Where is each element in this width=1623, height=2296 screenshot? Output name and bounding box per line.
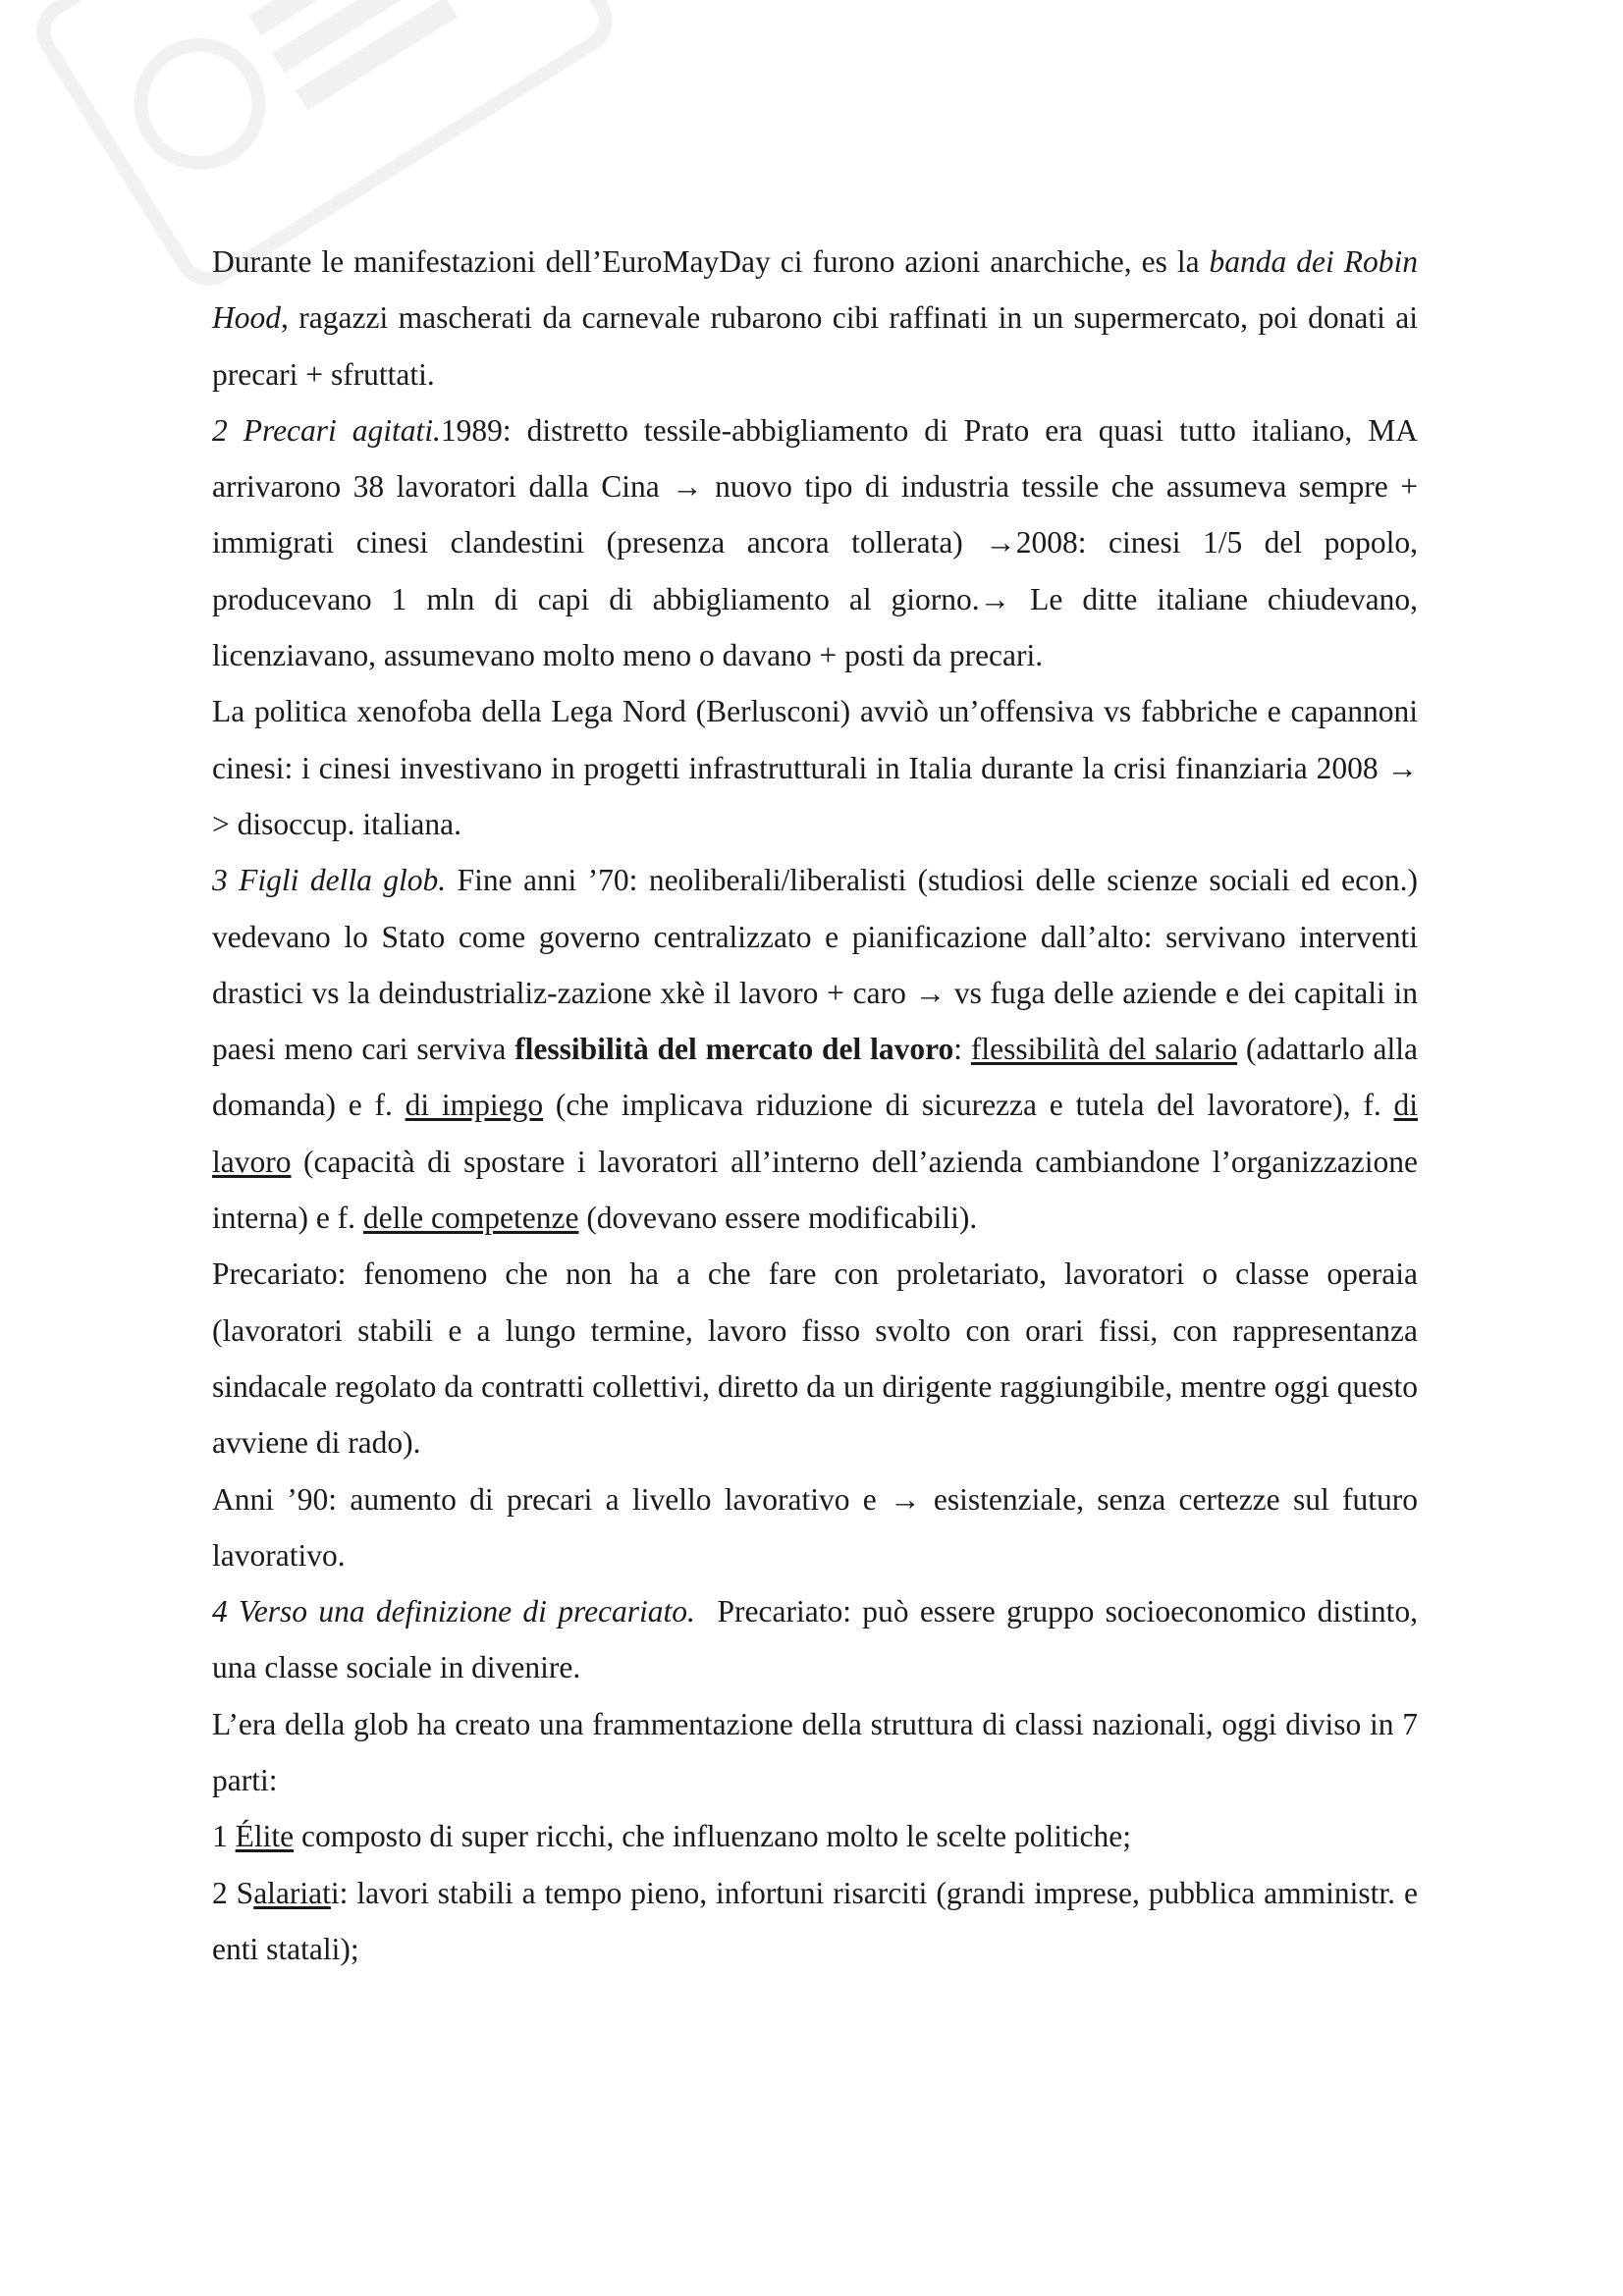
underlined-phrase: di impiego xyxy=(405,1088,544,1123)
paragraph xyxy=(212,1583,1426,1696)
document-body xyxy=(212,234,1426,1977)
paragraph-text: (capacità di spostare i lavoratori all’interno dell’azienda cambiandone l’organizzazione interna) e f. xyxy=(212,1144,1418,1236)
paragraph-text: (dovevano essere modificabili). xyxy=(578,1201,978,1236)
list-item xyxy=(212,1808,1418,1864)
italic-phrase: banda dei Robin Hood xyxy=(212,244,1418,336)
list-number: 2 S xyxy=(212,1875,254,1910)
paragraph-text: Anni ’90: aumento di precari a livello lavorativo e → esistenziale, senza certezze sul futuro lavorativo. xyxy=(212,1481,1418,1573)
paragraph-text: Precariato: fenomeno che non ha a che fare con proletariato, lavoratori o classe operaia (lavoratori stabili e a lungo termine, lavoro fisso svolto con orari fissi, con rappresentanza sindacale regolato da contratti collettivi, diretto da un dirigente raggiungibile, mentre oggi questo avviene di rado). xyxy=(212,1256,1418,1461)
paragraph-text: (adattarlo alla domanda) e f. xyxy=(212,1032,1418,1123)
paragraph-text: (che implicava riduzione di sicurezza e tutela del lavoratore), f. xyxy=(543,1088,1394,1123)
section-heading: 2 Precari agitati. xyxy=(212,412,441,448)
paragraph-text: Durante le manifestazioni dell’EuroMayDay ci furono azioni anarchiche, es la xyxy=(212,244,1210,279)
paragraph-text: L’era della glob ha creato una frammentazione della struttura di classi nazionali, oggi diviso in 7 parti: xyxy=(212,1706,1418,1798)
paragraph xyxy=(212,1471,1418,1584)
paragraph xyxy=(212,1696,1418,1809)
paragraph-text: : xyxy=(953,1032,971,1067)
paragraph-text: 1989: distretto tessile-abbigliamento di Prato era quasi tutto italiano, MA arrivarono 38 lavoratori dalla Cina → nuovo tipo di industria tessile che assumeva sempre + immigrati cinesi clandestini (presenza ancora tollerata) →2008: cinesi 1/5 del popolo, producevano 1 mln di capi di abbigliamento al giorno.→ Le ditte italiane chiudevano, licenziavano, assumevano molto meno o davano + posti da precari. xyxy=(212,412,1419,673)
section-heading: 3 Figli della glob. xyxy=(212,863,447,898)
paragraph xyxy=(212,234,1418,402)
paragraph xyxy=(212,852,1418,1246)
section-heading: 4 Verso una definizione di precariato. xyxy=(212,1594,695,1629)
paragraph-text: Fine anni ’70: neoliberali/liberalisti (studiosi delle scienze sociali ed econ.) vedevano lo Stato come governo centralizzato e pianificazione dall’alto: servivano interventi drastici vs la deindustrializ-zazione xkè il lavoro + caro → vs fuga delle aziende e dei capitali in paesi meno cari serviva xyxy=(212,863,1418,1067)
bold-phrase: flessibilità del mercato del lavoro xyxy=(514,1032,954,1067)
paragraph-text: La politica xenofoba della Lega Nord (Berlusconi) avviò un’offensiva vs fabbriche e capannoni cinesi: i cinesi investivano in progetti infrastrutturali in Italia durante la crisi finanziaria 2008 → > disoccup. italiana. xyxy=(212,694,1418,841)
list-item xyxy=(212,1865,1418,1978)
paragraph xyxy=(212,683,1418,852)
paragraph-text: composto di super ricchi, che influenzano molto le scelte politiche; xyxy=(294,1819,1131,1854)
underlined-phrase: flessibilità del salario xyxy=(970,1032,1238,1067)
paragraph xyxy=(212,402,1418,683)
underlined-phrase: delle competenze xyxy=(362,1201,579,1236)
underlined-phrase: di lavoro xyxy=(212,1088,1418,1179)
paragraph xyxy=(212,1246,1418,1470)
paragraph-text: i: lavori stabili a tempo pieno, infortuni risarciti (grandi imprese, pubblica amministr. e enti statali); xyxy=(212,1875,1418,1966)
underlined-phrase: Élite xyxy=(235,1819,295,1854)
underlined-phrase: alariat xyxy=(253,1875,331,1910)
paragraph-text: , ragazzi mascherati da carnevale rubarono cibi raffinati in un supermercato, poi donati ai precari + sfruttati. xyxy=(212,300,1418,392)
paragraph-text: Precariato: può essere gruppo socioeconomico distinto, una classe sociale in divenire. xyxy=(212,1594,1426,1685)
list-number: 1 xyxy=(212,1819,236,1854)
